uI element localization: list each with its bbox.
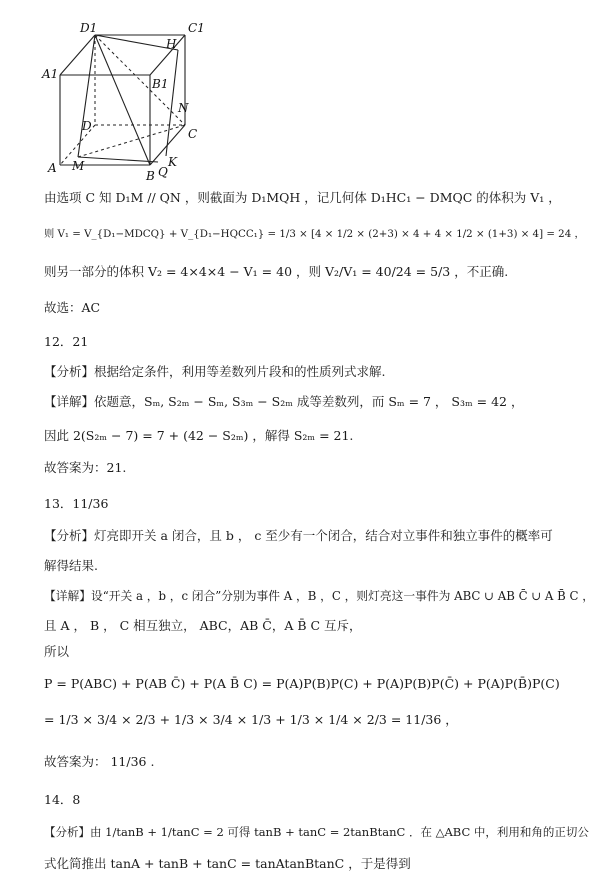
vertex-label: D1 <box>80 21 98 35</box>
formula-line: = 1/3 × 3/4 × 2/3 + 1/3 × 3/4 × 1/3 + 1/3 × 1/4 × 2/3 = 11/36 ， <box>44 712 458 727</box>
text-line: 【分析】灯亮即开关 a 闭合，且 b ， c 至少有一个闭合，结合对立事件和独立事件的概率可 <box>44 528 553 543</box>
question-number: 12．21 <box>44 334 89 349</box>
vertex-label: A1 <box>42 67 59 81</box>
question-number: 13．11/36 <box>44 496 109 511</box>
text-line: 则另一部分的体积 V₂ = 4×4×4 − V₁ = 40 ，则 V₂/V₁ = 40/24 = 5/3 ，不正确. <box>44 264 509 279</box>
text-line: 【详解】依题意，Sₘ, S₂ₘ − Sₘ, S₃ₘ − S₂ₘ 成等差数列，而 Sₘ = 7 ， S₃ₘ = 42 ， <box>44 394 524 409</box>
text-line: 故答案为：21. <box>44 460 127 475</box>
text-line: 【详解】设“开关 a ，b ，c 闭合”分别为事件 A ，B ，C ，则灯亮这一事件为 ABC ∪ AB C̄ ∪ A B̄ C ， <box>44 589 594 603</box>
vertex-label: C <box>188 127 198 141</box>
text-line: 由选项 C 知 D₁M // QN ，则截面为 D₁MQH ，记几何体 D₁HC₁ − DMQC 的体积为 V₁ ， <box>44 190 561 205</box>
vertex-label: A <box>48 161 57 175</box>
text-line: 解得结果. <box>44 558 98 573</box>
text-line: 因此 2(S₂ₘ − 7) = 7 + (42 − S₂ₘ) ，解得 S₂ₘ = 21. <box>44 428 354 443</box>
question-number: 14．8 <box>44 792 81 807</box>
vertex-label: H <box>166 37 177 51</box>
vertex-label: B1 <box>152 77 169 91</box>
text-line: 【分析】根据给定条件，利用等差数列片段和的性质列式求解. <box>44 364 386 379</box>
formula-line: P = P(ABC) + P(AB C̄) + P(A B̄ C) = P(A)P(B)P(C) + P(A)P(B)P(C̄) + P(A)P(B̄)P(C) <box>44 676 560 691</box>
vertex-label: K <box>168 155 177 169</box>
vertex-label: M <box>72 159 85 173</box>
vertex-label: C1 <box>188 21 205 35</box>
text-line: 式化简推出 tanA + tanB + tanC = tanAtanBtanC ，于是得到 <box>44 856 411 871</box>
text-line: 故答案为： 11/36 . <box>44 754 155 769</box>
text-line: 【分析】由 1/tanB + 1/tanC = 2 可得 tanB + tanC = 2tanBtanC ．在 △ABC 中，利用和角的正切公 <box>44 825 589 839</box>
text-line: 故选：AC <box>44 300 101 315</box>
text-line: 且 A ， B ， C 相互独立， ABC，AB C̄，A B̄ C 互斥， <box>44 618 362 633</box>
vertex-label: D <box>82 119 92 133</box>
vertex-label: Q <box>158 165 168 179</box>
text-line: 则 V₁ = V_{D₁−MDCQ} + V_{D₁−HQCC₁} = 1/3 × [4 × 1/2 × (2+3) × 4 + 4 × 1/2 × (1+3) × 4] = 24 ， <box>44 228 585 240</box>
vertex-label: B <box>146 169 155 183</box>
cube-figure <box>40 20 220 190</box>
text-line: 所以 <box>44 644 70 659</box>
vertex-label: N <box>178 101 189 115</box>
